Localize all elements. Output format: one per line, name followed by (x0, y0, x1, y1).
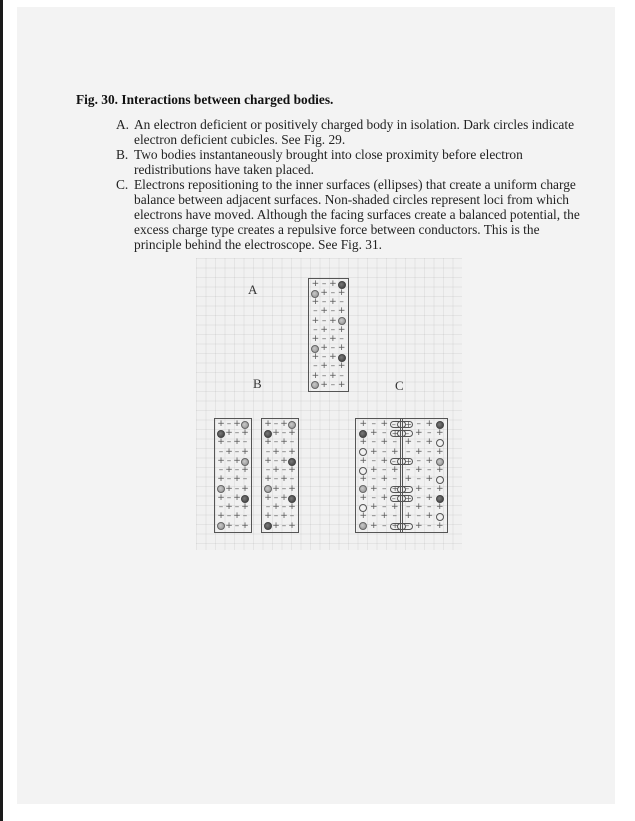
minus-sign: – (321, 297, 327, 308)
plus-sign: + (380, 437, 389, 448)
minus-sign: – (416, 474, 421, 485)
plus-sign: + (435, 483, 444, 494)
minus-sign: – (391, 419, 396, 429)
plus-sign: + (337, 361, 346, 372)
plus-sign: + (369, 483, 378, 494)
plus-sign: + (272, 520, 280, 531)
plus-sign: + (264, 511, 272, 522)
open-circle-icon (436, 439, 444, 447)
minus-sign: – (427, 465, 432, 476)
minus-sign: – (330, 288, 336, 299)
list-letter: A. (116, 117, 130, 132)
plus-sign: + (414, 446, 423, 457)
minus-sign: – (371, 418, 376, 429)
plus-sign: + (280, 474, 288, 485)
minus-sign: – (371, 437, 376, 448)
plus-sign: + (359, 474, 368, 485)
plus-sign: + (337, 379, 346, 390)
minus-sign: – (234, 428, 240, 439)
minus-sign: – (234, 446, 240, 457)
minus-sign: – (242, 474, 248, 485)
plus-sign: + (272, 483, 280, 494)
plus-sign: + (390, 446, 399, 457)
minus-sign: – (281, 502, 287, 513)
plus-sign: + (405, 493, 412, 503)
plus-sign: + (337, 324, 346, 335)
plus-sign: + (241, 483, 249, 494)
plus-sign: + (405, 419, 412, 429)
minus-sign: – (405, 484, 410, 494)
plus-sign: + (390, 502, 399, 513)
plus-sign: + (233, 455, 241, 466)
minus-sign: – (273, 455, 279, 466)
plus-sign: + (359, 492, 368, 503)
minus-sign: – (406, 446, 411, 457)
plus-sign: + (288, 502, 296, 513)
plus-sign: + (435, 428, 444, 439)
minus-sign: – (416, 418, 421, 429)
figure-description-list (116, 117, 586, 252)
plus-sign: + (425, 474, 434, 485)
plus-sign: + (390, 465, 399, 476)
shaded-circle-icon (311, 381, 319, 389)
plus-sign: + (233, 511, 241, 522)
diagram-label-b: B (253, 376, 262, 391)
plus-sign: + (311, 315, 320, 326)
minus-sign: – (321, 352, 327, 363)
plus-sign: + (241, 446, 249, 457)
charged-body-a (308, 278, 349, 392)
figure-title: Fig. 30. Interactions between charged bodies. (76, 92, 334, 107)
minus-sign: – (313, 306, 318, 317)
minus-sign: – (382, 483, 387, 494)
minus-sign: – (226, 418, 232, 429)
shaded-circle-icon (359, 522, 367, 530)
minus-sign: – (226, 437, 232, 448)
minus-sign: – (226, 455, 232, 466)
minus-sign: – (281, 520, 287, 531)
minus-sign: – (289, 511, 295, 522)
plus-sign: + (425, 492, 434, 503)
plus-sign: + (288, 428, 296, 439)
plus-sign: + (391, 484, 399, 494)
plus-sign: + (359, 455, 368, 466)
plus-sign: + (320, 361, 328, 372)
plus-sign: + (311, 333, 320, 344)
minus-sign: – (392, 511, 397, 522)
plus-sign: + (233, 437, 241, 448)
plus-sign: + (391, 428, 399, 438)
minus-sign: – (281, 446, 287, 457)
plus-sign: + (217, 474, 225, 485)
plus-sign: + (425, 437, 434, 448)
plus-sign: + (329, 315, 337, 326)
plus-sign: + (369, 502, 378, 513)
minus-sign: – (273, 474, 279, 485)
minus-sign: – (416, 437, 421, 448)
minus-sign: – (382, 428, 387, 439)
minus-sign: – (392, 474, 397, 485)
plus-sign: + (435, 520, 444, 531)
minus-sign: – (330, 343, 336, 354)
plus-sign: + (337, 306, 346, 317)
charged-body-c-right (400, 418, 448, 533)
minus-sign: – (427, 428, 432, 439)
plus-sign: + (241, 465, 249, 476)
plus-sign: + (280, 455, 288, 466)
plus-sign: + (225, 465, 233, 476)
minus-sign: – (242, 511, 248, 522)
minus-sign: – (289, 437, 295, 448)
minus-sign: – (273, 511, 279, 522)
plus-sign: + (414, 465, 423, 476)
minus-sign: – (242, 437, 248, 448)
minus-sign: – (281, 465, 287, 476)
plus-sign: + (225, 446, 233, 457)
minus-sign: – (313, 324, 318, 335)
plus-sign: + (404, 437, 413, 448)
plus-sign: + (311, 352, 320, 363)
minus-sign: – (416, 492, 421, 503)
plus-sign: + (435, 465, 444, 476)
plus-sign: + (241, 502, 249, 513)
plus-sign: + (272, 428, 280, 439)
minus-sign: – (427, 483, 432, 494)
plus-sign: + (288, 446, 296, 457)
plus-sign: + (414, 428, 423, 439)
minus-sign: – (339, 370, 344, 381)
plus-sign: + (311, 370, 320, 381)
minus-sign: – (392, 437, 397, 448)
minus-sign: – (321, 370, 327, 381)
plus-sign: + (435, 446, 444, 457)
shaded-circle-icon (217, 522, 225, 530)
plus-sign: + (233, 492, 241, 503)
plus-sign: + (225, 502, 233, 513)
list-item-c (116, 177, 586, 252)
minus-sign: – (382, 465, 387, 476)
plus-sign: + (233, 474, 241, 485)
plus-sign: + (288, 483, 296, 494)
plus-sign: + (405, 456, 412, 466)
plus-sign: + (264, 437, 272, 448)
plus-sign: + (369, 520, 378, 531)
minus-sign: – (265, 446, 271, 457)
minus-sign: – (226, 511, 232, 522)
plus-sign: + (241, 520, 249, 531)
list-letter: B. (116, 147, 129, 162)
plus-sign: + (329, 278, 337, 289)
plus-sign: + (272, 446, 280, 457)
minus-sign: – (405, 428, 410, 438)
minus-sign: – (234, 520, 240, 531)
minus-sign: – (427, 520, 432, 531)
minus-sign: – (321, 315, 327, 326)
diagram-label-a: A (248, 282, 258, 297)
plus-sign: + (217, 455, 225, 466)
minus-sign: – (330, 306, 336, 317)
plus-sign: + (369, 446, 378, 457)
list-item-a (116, 117, 586, 147)
minus-sign: – (289, 474, 295, 485)
plus-sign: + (217, 418, 225, 429)
list-text: An electron deficient or positively charged body in isolation. Dark circles indicate electron deficient cubicles. See Fig. 29. (134, 117, 575, 147)
plus-sign: + (414, 502, 423, 513)
minus-sign: – (371, 455, 376, 466)
minus-sign: – (273, 492, 279, 503)
minus-sign: – (281, 483, 287, 494)
list-item-b (116, 147, 586, 177)
dark-circle-icon (264, 522, 272, 530)
plus-sign: + (337, 288, 346, 299)
plus-sign: + (320, 288, 328, 299)
minus-sign: – (406, 465, 411, 476)
minus-sign: – (321, 278, 327, 289)
minus-sign: – (226, 492, 232, 503)
plus-sign: + (435, 502, 444, 513)
charged-body-b-right (261, 418, 299, 533)
list-text: Electrons repositioning to the inner surfaces (ellipses) that create a uniform charge balance between adjacent surfaces. Non-shaded circles represent loci from which electrons have moved. Although the facing surfaces create a balanced potential, the excess charge type creates a repulsive force between conductors. This is the principle behind the electroscope. See Fig. 31. (134, 177, 580, 252)
plus-sign: + (329, 370, 337, 381)
plus-sign: + (414, 483, 423, 494)
plus-sign: + (369, 465, 378, 476)
minus-sign: – (234, 483, 240, 494)
plus-sign: + (425, 511, 434, 522)
plus-sign: + (225, 483, 233, 494)
minus-sign: – (371, 511, 376, 522)
minus-sign: – (382, 520, 387, 531)
plus-sign: + (404, 474, 413, 485)
plus-sign: + (280, 437, 288, 448)
plus-sign: + (280, 511, 288, 522)
plus-sign: + (380, 455, 389, 466)
minus-sign: – (218, 502, 224, 513)
minus-sign: – (391, 493, 396, 503)
plus-sign: + (359, 437, 368, 448)
charged-body-c-left (355, 418, 403, 533)
minus-sign: – (226, 474, 232, 485)
plus-sign: + (264, 474, 272, 485)
minus-sign: – (427, 502, 432, 513)
plus-sign: + (241, 428, 249, 439)
plus-sign: + (414, 520, 423, 531)
plus-sign: + (425, 455, 434, 466)
plus-sign: + (329, 297, 337, 308)
plus-sign: + (288, 465, 296, 476)
plus-sign: + (264, 455, 272, 466)
plus-sign: + (391, 521, 399, 531)
minus-sign: – (382, 502, 387, 513)
minus-sign: – (273, 437, 279, 448)
list-letter: C. (116, 177, 129, 192)
plus-sign: + (380, 492, 389, 503)
minus-sign: – (330, 324, 336, 335)
minus-sign: – (218, 446, 224, 457)
plus-sign: + (359, 418, 368, 429)
plus-sign: + (380, 511, 389, 522)
plus-sign: + (264, 492, 272, 503)
plus-sign: + (217, 492, 225, 503)
minus-sign: – (371, 474, 376, 485)
charged-body-b-left (214, 418, 252, 533)
plus-sign: + (225, 520, 233, 531)
minus-sign: – (218, 465, 224, 476)
minus-sign: – (416, 511, 421, 522)
plus-sign: + (369, 428, 378, 439)
minus-sign: – (371, 492, 376, 503)
minus-sign: – (382, 446, 387, 457)
plus-sign: + (320, 379, 328, 390)
minus-sign: – (313, 361, 318, 372)
plus-sign: + (404, 511, 413, 522)
diagram-label-c: C (395, 378, 404, 393)
plus-sign: + (329, 352, 337, 363)
plus-sign: + (320, 324, 328, 335)
minus-sign: – (330, 379, 336, 390)
minus-sign: – (339, 297, 344, 308)
plus-sign: + (217, 511, 225, 522)
minus-sign: – (234, 502, 240, 513)
plus-sign: + (288, 520, 296, 531)
plus-sign: + (329, 333, 337, 344)
plus-sign: + (425, 418, 434, 429)
plus-sign: + (280, 418, 288, 429)
plus-sign: + (225, 428, 233, 439)
minus-sign: – (427, 446, 432, 457)
minus-sign: – (265, 465, 271, 476)
open-circle-icon (436, 476, 444, 484)
minus-sign: – (391, 456, 396, 466)
minus-sign: – (339, 333, 344, 344)
minus-sign: – (321, 333, 327, 344)
plus-sign: + (337, 343, 346, 354)
plus-sign: + (272, 465, 280, 476)
plus-sign: + (320, 343, 328, 354)
minus-sign: – (405, 521, 410, 531)
minus-sign: – (330, 361, 336, 372)
minus-sign: – (406, 502, 411, 513)
plus-sign: + (311, 297, 320, 308)
minus-sign: – (281, 428, 287, 439)
plus-sign: + (272, 502, 280, 513)
scan-edge (0, 0, 3, 821)
minus-sign: – (234, 465, 240, 476)
minus-sign: – (265, 502, 271, 513)
open-circle-icon (436, 513, 444, 521)
minus-sign: – (416, 455, 421, 466)
plus-sign: + (320, 306, 328, 317)
plus-sign: + (380, 474, 389, 485)
list-text: Two bodies instantaneously brought into close proximity before electron redistributions have taken placed. (134, 147, 523, 177)
plus-sign: + (264, 418, 272, 429)
plus-sign: + (280, 492, 288, 503)
plus-sign: + (311, 278, 320, 289)
plus-sign: + (217, 437, 225, 448)
plus-sign: + (380, 418, 389, 429)
plus-sign: + (233, 418, 241, 429)
plus-sign: + (359, 511, 368, 522)
minus-sign: – (273, 418, 279, 429)
